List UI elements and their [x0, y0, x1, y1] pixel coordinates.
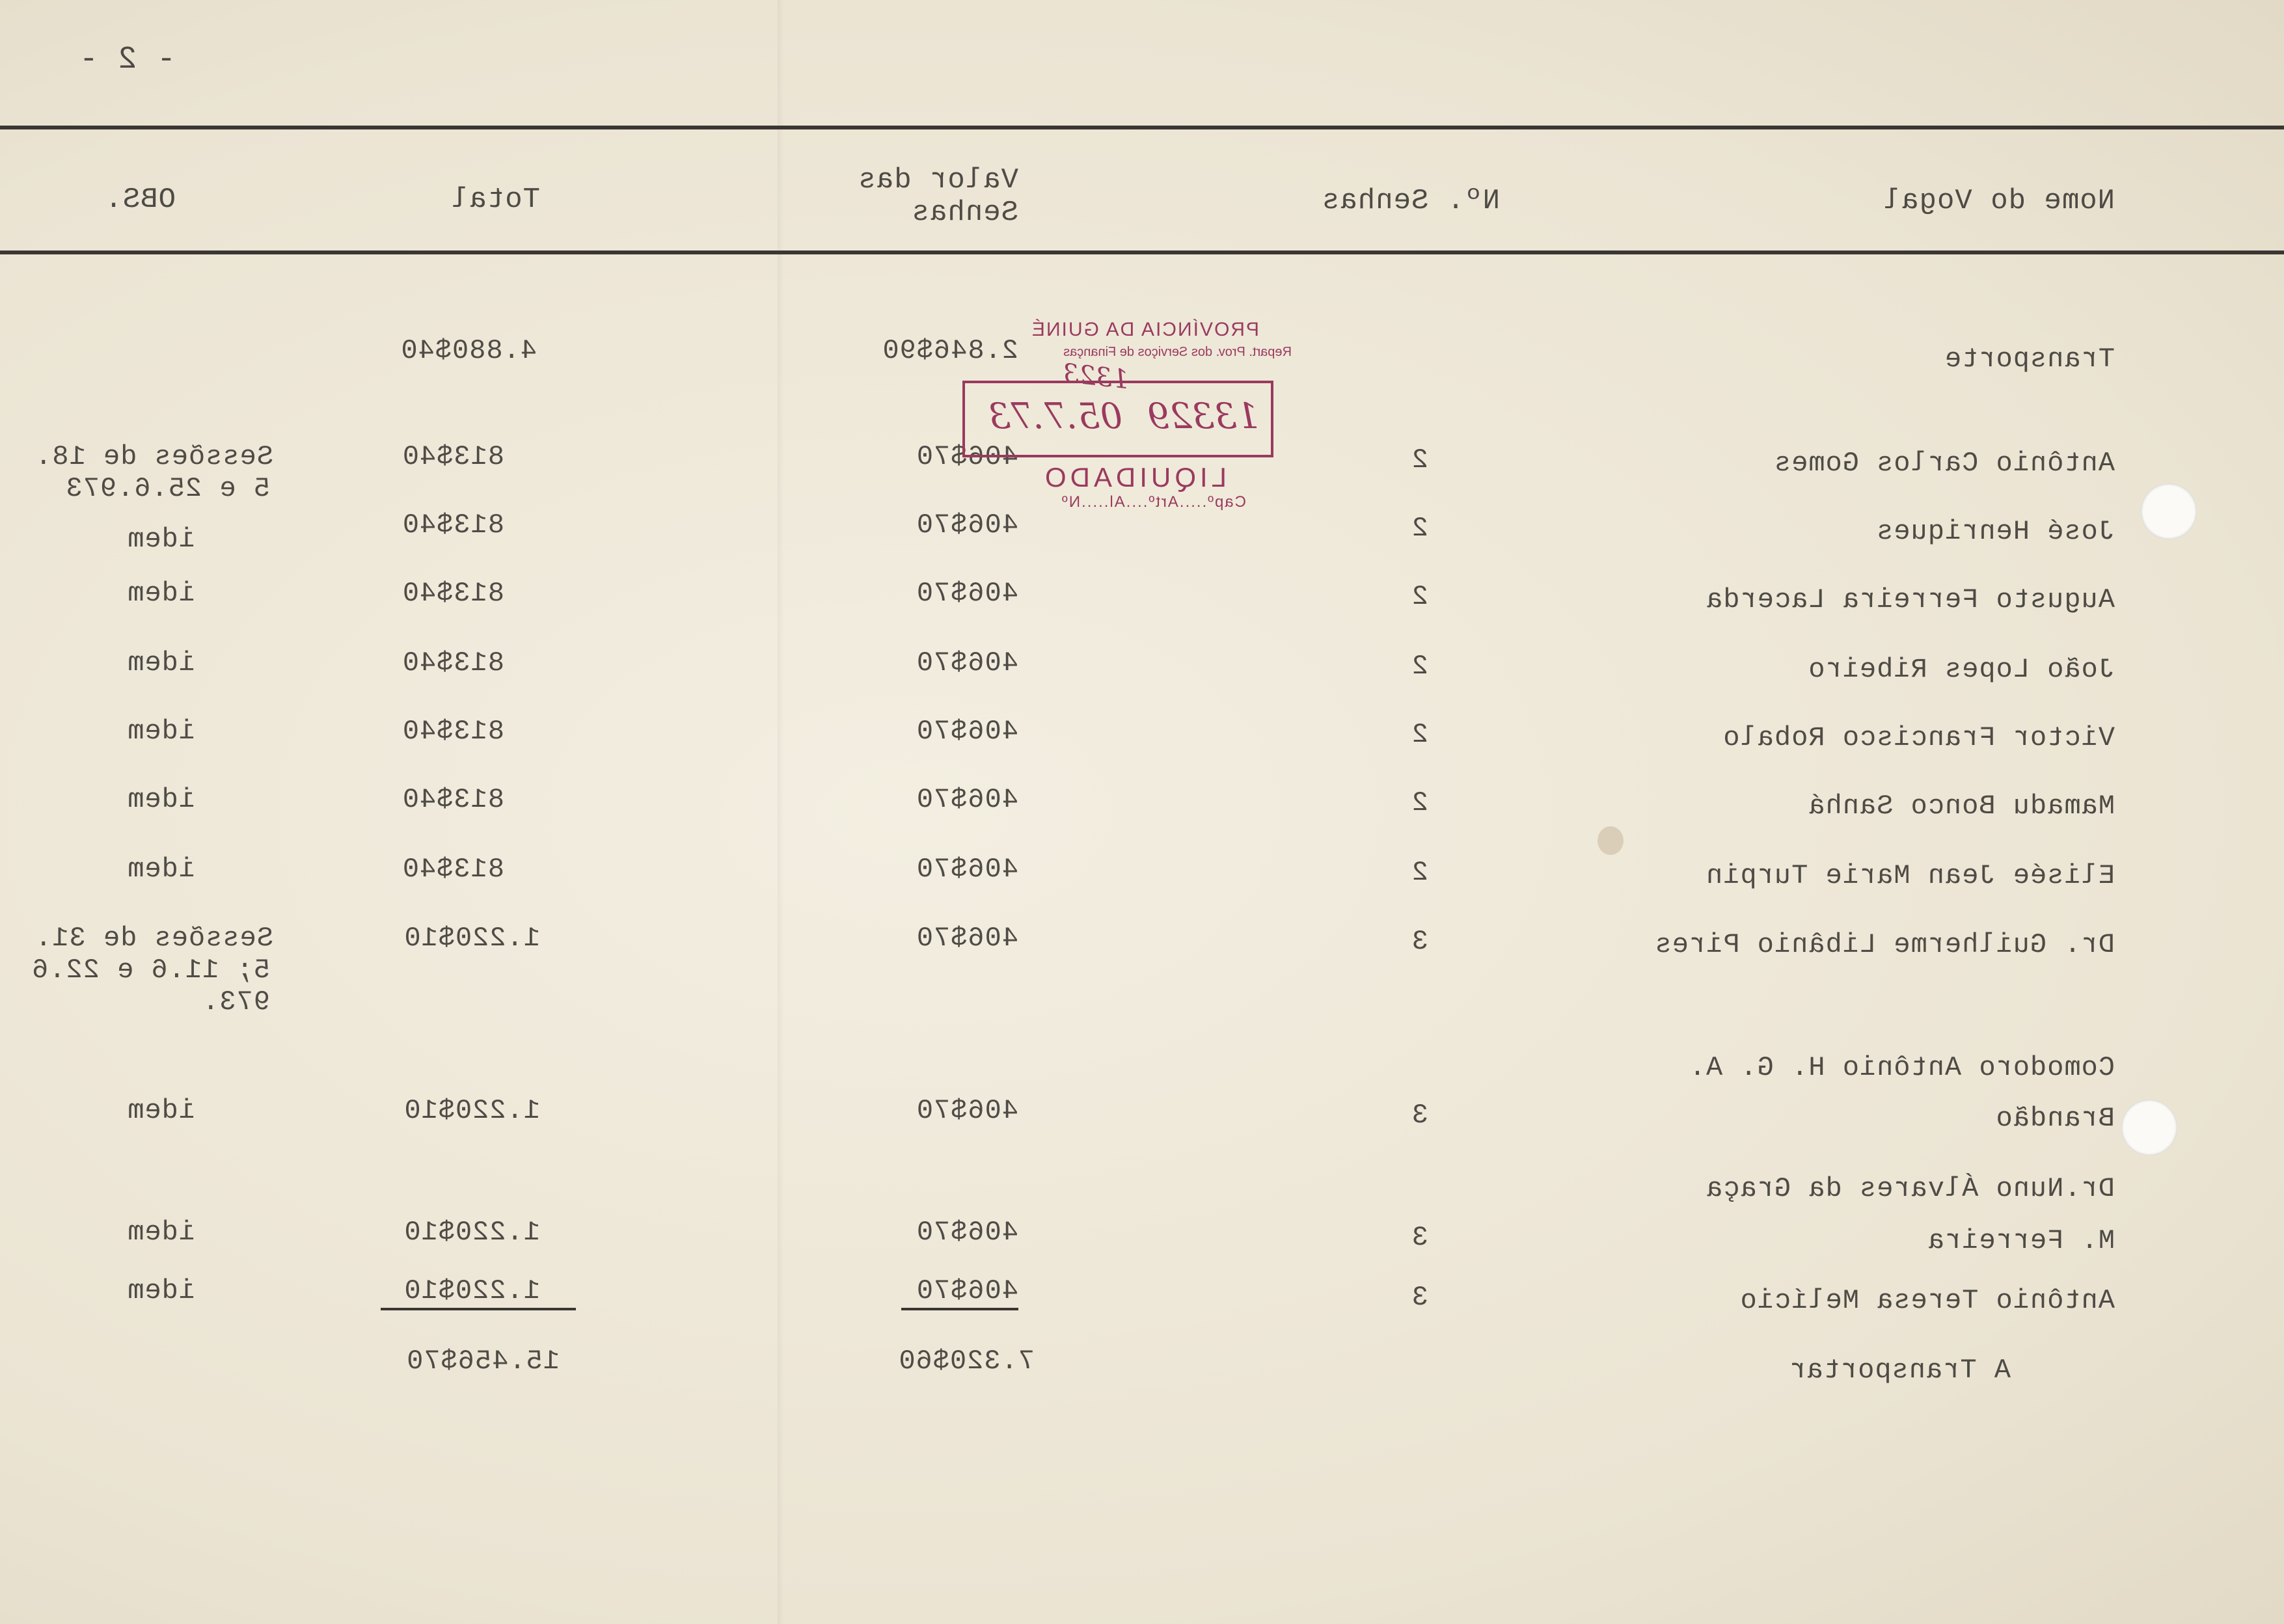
row-obs: idem [127, 1275, 195, 1306]
row-senhas: 3 [1411, 1100, 1428, 1131]
row-name: João Lopes Ribeiro [1808, 654, 2115, 685]
transport-out-total: 15.456$70 [406, 1346, 560, 1377]
header-valor-line2: Senhas [911, 196, 1018, 229]
row-total: 1.220$10 [403, 1275, 540, 1306]
row-total: 1.220$10 [403, 1217, 540, 1248]
row-name: Dr. Guilherme Libânio Pires [1654, 929, 2115, 960]
row-senhas: 2 [1411, 581, 1428, 612]
valor-sum-underline [901, 1308, 1018, 1310]
transport-in-label: Transporte [1944, 344, 2115, 375]
total-sum-underline [381, 1308, 576, 1310]
row-name: José Henriques [1876, 516, 2115, 547]
header-obs: OBS. [104, 183, 176, 216]
row-total: 813$40 [401, 509, 504, 541]
transport-in-valor: 2.846$90 [882, 335, 1018, 366]
row-valor: 406$70 [916, 509, 1018, 541]
row-name: M. Ferreira [1927, 1225, 2115, 1256]
row-senhas: 2 [1411, 719, 1428, 750]
row-name: Elisée Jean Marie Turpin [1706, 860, 2115, 891]
header-top-rule [0, 126, 2284, 129]
row-name: Comodoro Antônio H. G. A. [1688, 1052, 2115, 1083]
header-name: Nome do Vogal [1883, 185, 2115, 217]
row-valor: 406$70 [916, 784, 1018, 815]
row-valor: 406$70 [916, 647, 1018, 679]
stamp-status: LIQUIDADO [1040, 462, 1227, 493]
row-name: Augusto Ferreira Lacerda [1706, 584, 2115, 616]
header-senhas: Nº. Senhas [1321, 185, 1500, 217]
page-number: - 2 - [78, 42, 176, 77]
transport-out-label: A Transportar [1789, 1355, 2011, 1386]
stamp-fields: Capº.....Artº....Al.....Nº [1060, 493, 1246, 511]
stamp-province: PROVÍNCIA DA GUINÉ [1030, 319, 1259, 340]
header-valor-line1: Valor das [858, 164, 1018, 196]
row-name: Mamadu Bonco Sanhá [1808, 791, 2115, 822]
row-total: 1.220$10 [403, 1095, 540, 1126]
row-valor: 406$70 [916, 1095, 1018, 1126]
row-obs: idem [127, 1217, 195, 1248]
header-total: Total [450, 183, 540, 216]
row-senhas: 3 [1411, 926, 1428, 957]
row-total: 1.220$10 [403, 923, 540, 954]
row-name: Brandão [1995, 1103, 2115, 1134]
transport-out-valor: 7.320$60 [898, 1346, 1035, 1377]
row-obs: Sessões de 31. [34, 923, 273, 954]
row-valor: 406$70 [916, 1275, 1018, 1306]
row-total: 813$40 [401, 578, 504, 609]
row-senhas: 2 [1411, 513, 1428, 544]
row-senhas: 3 [1411, 1282, 1428, 1313]
transport-in-total: 4.880$40 [400, 335, 537, 366]
row-total: 813$40 [401, 716, 504, 747]
row-total: 813$40 [401, 784, 504, 815]
row-obs: idem [127, 578, 195, 609]
row-valor: 406$70 [916, 441, 1018, 472]
row-obs: idem [127, 784, 195, 815]
row-senhas: 2 [1411, 787, 1428, 819]
row-valor: 406$70 [916, 854, 1018, 885]
row-senhas: 3 [1411, 1222, 1428, 1253]
row-obs: Sessões de 18. [34, 441, 273, 472]
row-name: Dr.Nuno Álvares da Graça [1706, 1173, 2115, 1204]
row-total: 813$40 [401, 647, 504, 679]
row-obs: idem [127, 716, 195, 747]
row-obs: 5 e 25.6.973 [65, 473, 270, 504]
row-obs: idem [127, 524, 195, 555]
stamp-handwritten-number: 1323 [1061, 358, 1131, 396]
row-total: 813$40 [401, 854, 504, 885]
row-valor: 406$70 [916, 716, 1018, 747]
row-name: Antônio Carlos Gomes [1773, 448, 2115, 479]
row-obs: idem [127, 647, 195, 679]
row-senhas: 2 [1411, 857, 1428, 888]
row-name: Antônio Teresa Melício [1739, 1285, 2115, 1316]
row-obs: idem [127, 1095, 195, 1126]
stamp-department: Repart. Prov. dos Serviços de Finanças [1063, 345, 1292, 359]
stamp-number: 13329 [1147, 396, 1259, 437]
row-obs: 5; 11.6 e 22.6 [31, 954, 270, 986]
row-valor: 406$70 [916, 1217, 1018, 1248]
row-senhas: 2 [1411, 444, 1428, 476]
row-valor: 406$70 [916, 578, 1018, 609]
row-total: 813$40 [401, 441, 504, 472]
header-bottom-rule [0, 250, 2284, 254]
row-senhas: 2 [1411, 651, 1428, 682]
row-valor: 406$70 [916, 923, 1018, 954]
row-name: Victor Francisco Robalo [1722, 722, 2115, 753]
liquidado-stamp [947, 319, 1298, 514]
row-obs: 973. [202, 986, 270, 1018]
stamp-date: 05.7.73 [988, 396, 1122, 437]
row-obs: idem [127, 854, 195, 885]
